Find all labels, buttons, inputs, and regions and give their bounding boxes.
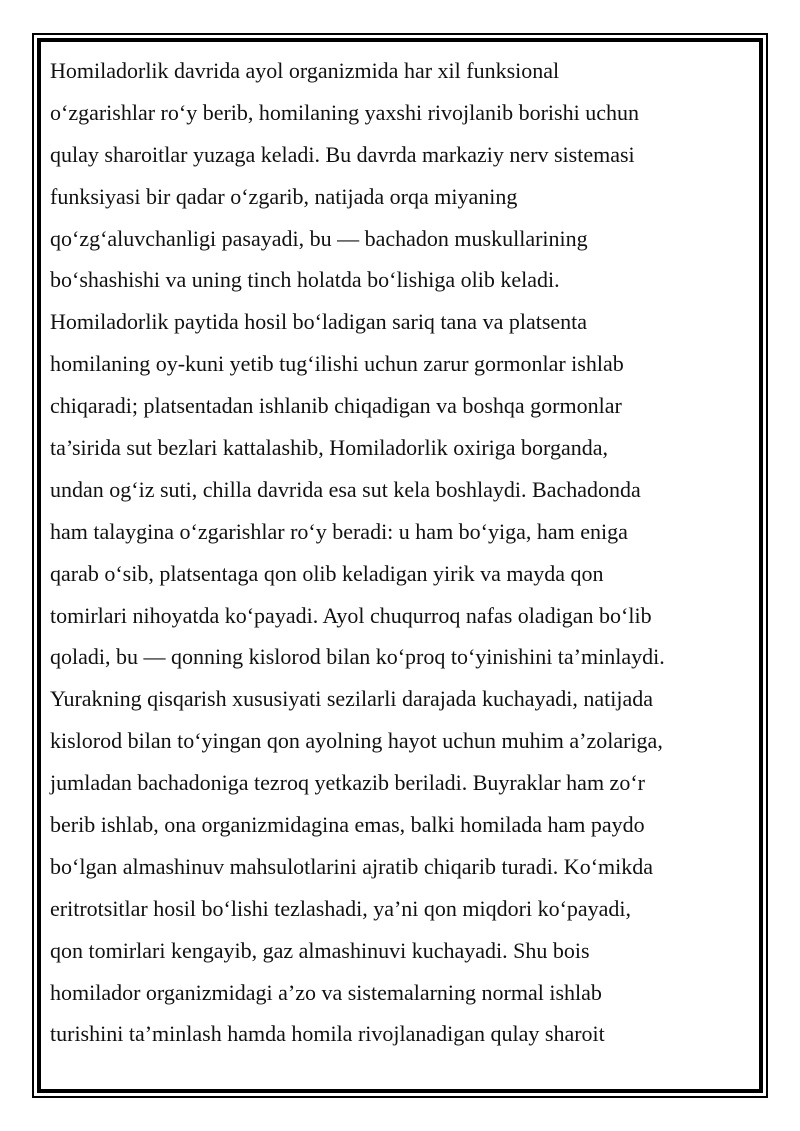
text-line: ham talaygina o‘zgarishlar ro‘y beradi: u ham bo‘yiga, ham eniga <box>50 518 628 544</box>
text-line: Homiladorlik davrida ayol organizmida har xil funksional <box>50 58 560 83</box>
text-line: qulay sharoitlar yuzaga keladi. Bu davrda markaziy nerv sistemasi <box>50 141 635 167</box>
text-line: tomirlari nihoyatda ko‘payadi. Ayol chuqurroq nafas oladigan bo‘lib <box>50 602 652 628</box>
text-line: undan og‘iz suti, chilla davrida esa sut kela boshlaydi. Bachadonda <box>50 476 641 502</box>
text-line: berib ishlab, ona organizmidagina emas, balki homilada ham paydo <box>50 812 645 838</box>
text-line: funksiyasi bir qadar o‘zgarib, natijada orqa miyaning <box>50 183 518 209</box>
text-line: chiqaradi; platsentadan ishlanib chiqadigan va boshqa gormonlar <box>50 393 622 419</box>
text-line: bo‘shashishi va uning tinch holatda bo‘lishiga olib keladi. <box>50 267 560 293</box>
text-line: bo‘lgan almashinuv mahsulotlarini ajratib chiqarib turadi. Ko‘mikda <box>50 853 654 879</box>
text-line: Yurakning qisqarish xususiyati sezilarli darajada kuchayadi, natijada <box>50 686 653 712</box>
text-line: turishini ta’minlash hamda homila rivojlanadigan qulay sharoit <box>50 1021 605 1047</box>
text-line: qarab o‘sib, platsentaga qon olib keladigan yirik va mayda qon <box>50 560 604 586</box>
text-line: qoladi, bu — qonning kislorod bilan ko‘proq to‘yinishini ta’minlaydi. <box>50 644 665 670</box>
text-line: o‘zgarishlar ro‘y berib, homilaning yaxshi rivojlanib borishi uchun <box>50 99 639 125</box>
text-line: qo‘zg‘aluvchanligi pasayadi, bu — bachadon muskullarining <box>50 225 588 251</box>
text-line: qon tomirlari kengayib, gaz almashinuvi kuchayadi. Shu bois <box>50 937 590 963</box>
text-line: homilaning oy-kuni yetib tug‘ilishi uchun zarur gormonlar ishlab <box>50 351 624 377</box>
text-line: ta’sirida sut bezlari kattalashib, Homiladorlik oxiriga borganda, <box>50 435 609 461</box>
text-line: eritrotsitlar hosil bo‘lishi tezlashadi, ya’ni qon miqdori ko‘payadi, <box>50 895 632 921</box>
text-line: kislorod bilan to‘yingan qon ayolning hayot uchun muhim a’zolariga, <box>50 728 663 754</box>
text-line: Homiladorlik paytida hosil bo‘ladigan sariq tana va platsenta <box>50 309 588 335</box>
text-line: homilador organizmidagi a’zo va sistemalarning normal ishlab <box>50 979 602 1005</box>
text-line: jumladan bachadoniga tezroq yetkazib beriladi. Buyraklar ham zo‘r <box>50 770 645 796</box>
document-text <box>50 50 750 1055</box>
